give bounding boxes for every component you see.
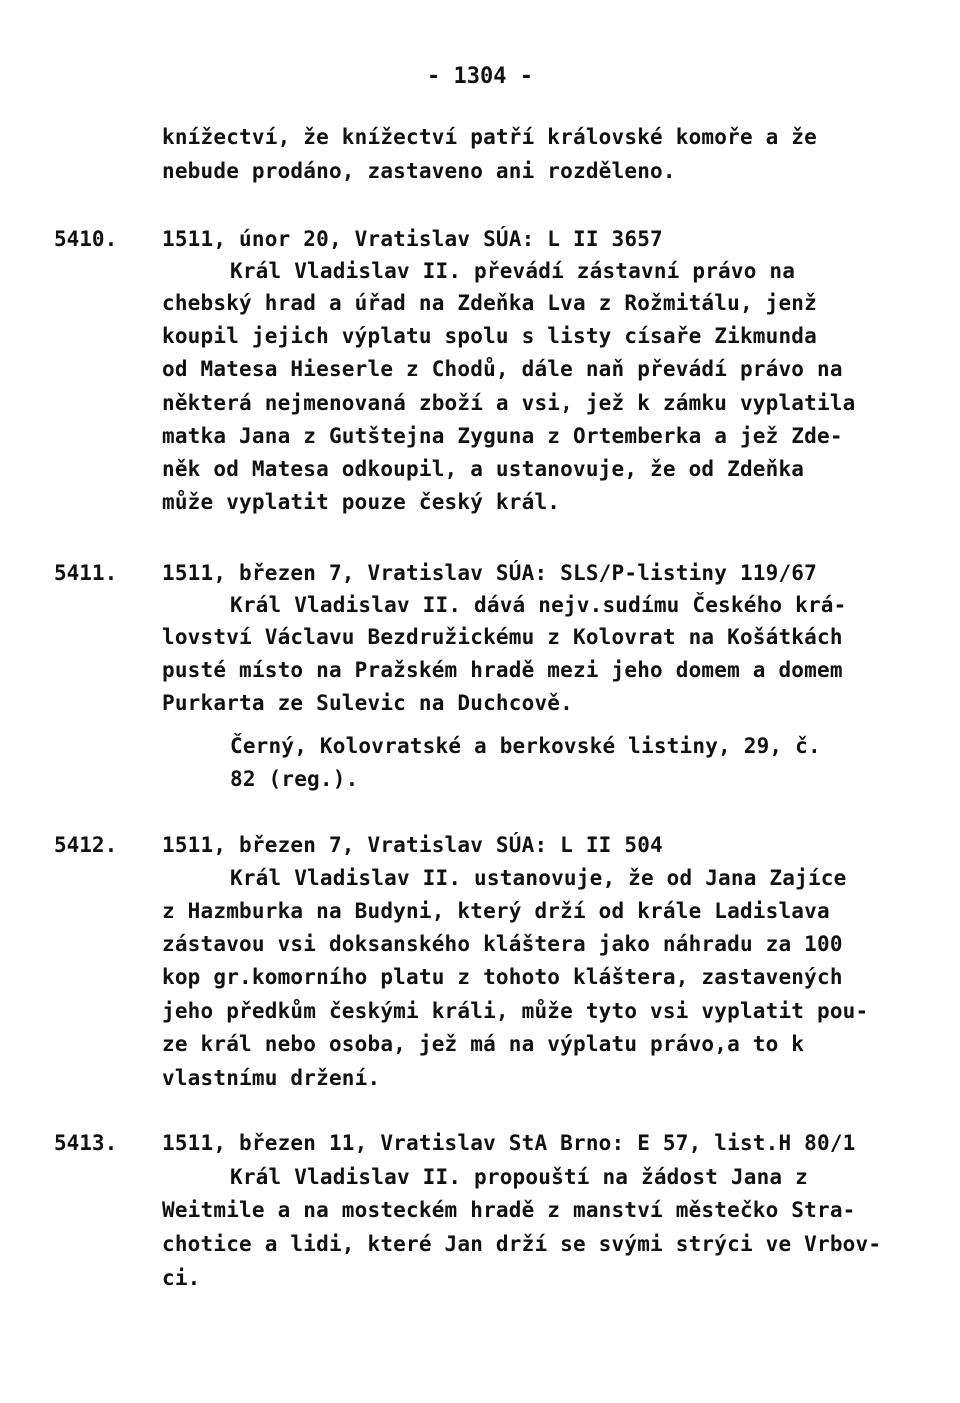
entry-heading: 1511, únor 20, Vratislav SÚA: L II 3657: [162, 227, 663, 251]
entry-number: 5410.: [54, 227, 118, 251]
entry-number: 5411.: [54, 561, 118, 585]
entry-text-line: Král Vladislav II. ustanovuje, že od Jana Zajíce: [230, 866, 847, 890]
entry-text-line: Purkarta ze Sulevic na Duchcově.: [162, 691, 573, 715]
entry-number: 5413.: [54, 1131, 118, 1155]
entry-text-line: vlastnímu držení.: [162, 1066, 381, 1090]
entry-text-line: jeho předkům českými králi, může tyto vsi vyplatit pou-: [162, 999, 869, 1023]
entry-text-line: Král Vladislav II. převádí zástavní právo na: [230, 259, 796, 283]
entry-text-line: může vyplatit pouze český král.: [162, 490, 561, 514]
entry-heading: 1511, březen 7, Vratislav SÚA: SLS/P-listiny 119/67: [162, 561, 817, 585]
entry-text-line: lovství Václavu Bezdružickému z Kolovrat na Košátkách: [162, 625, 843, 649]
entry-text-line: něk od Matesa odkoupil, a ustanovuje, že od Zdeňka: [162, 457, 805, 481]
entry-text-line: zástavou vsi doksanského kláštera jako náhradu za 100: [162, 932, 843, 956]
entry-text-line: od Matesa Hieserle z Chodů, dále naň převádí právo na: [162, 357, 843, 381]
entry-heading: 1511, březen 7, Vratislav SÚA: L II 504: [162, 833, 663, 857]
intro-line: knížectví, že knížectví patří královské komoře a že: [162, 125, 817, 149]
entry-heading: 1511, březen 11, Vratislav StA Brno: E 57, list.H 80/1: [162, 1131, 856, 1155]
entry-text-line: Weitmile a na mosteckém hradě z manství městečko Stra-: [162, 1198, 856, 1222]
entry-text-line: matka Jana z Gutštejna Zyguna z Ortemberka a jež Zde-: [162, 424, 843, 448]
entry-text-line: chotice a lidi, které Jan drží se svými strýci ve Vrbov-: [162, 1232, 882, 1256]
entry-text-line: některá nejmenovaná zboží a vsi, jež k zámku vyplatila: [162, 391, 856, 415]
entry-number: 5412.: [54, 833, 118, 857]
entry-text-line: Král Vladislav II. propouští na žádost Jana z: [230, 1165, 808, 1189]
intro-line: nebude prodáno, zastaveno ani rozděleno.: [162, 159, 676, 183]
entry-text-line: ci.: [162, 1266, 201, 1290]
citation-line: 82 (reg.).: [230, 767, 359, 791]
entry-text-line: z Hazmburka na Budyni, který drží od krále Ladislava: [162, 899, 830, 923]
entry-text-line: Král Vladislav II. dává nejv.sudímu Českého krá-: [230, 593, 847, 617]
page-number: - 1304 -: [427, 64, 533, 89]
entry-text-line: ze král nebo osoba, jež má na výplatu právo,a to k: [162, 1032, 805, 1056]
entry-text-line: kop gr.komorního platu z tohoto kláštera, zastavených: [162, 965, 843, 989]
citation-line: Černý, Kolovratské a berkovské listiny, 29, č.: [230, 734, 821, 758]
entry-text-line: koupil jejich výplatu spolu s listy císaře Zikmunda: [162, 324, 817, 348]
entry-text-line: pusté místo na Pražském hradě mezi jeho domem a domem: [162, 658, 843, 682]
entry-text-line: chebský hrad a úřad na Zdeňka Lva z Rožmitálu, jenž: [162, 291, 817, 315]
